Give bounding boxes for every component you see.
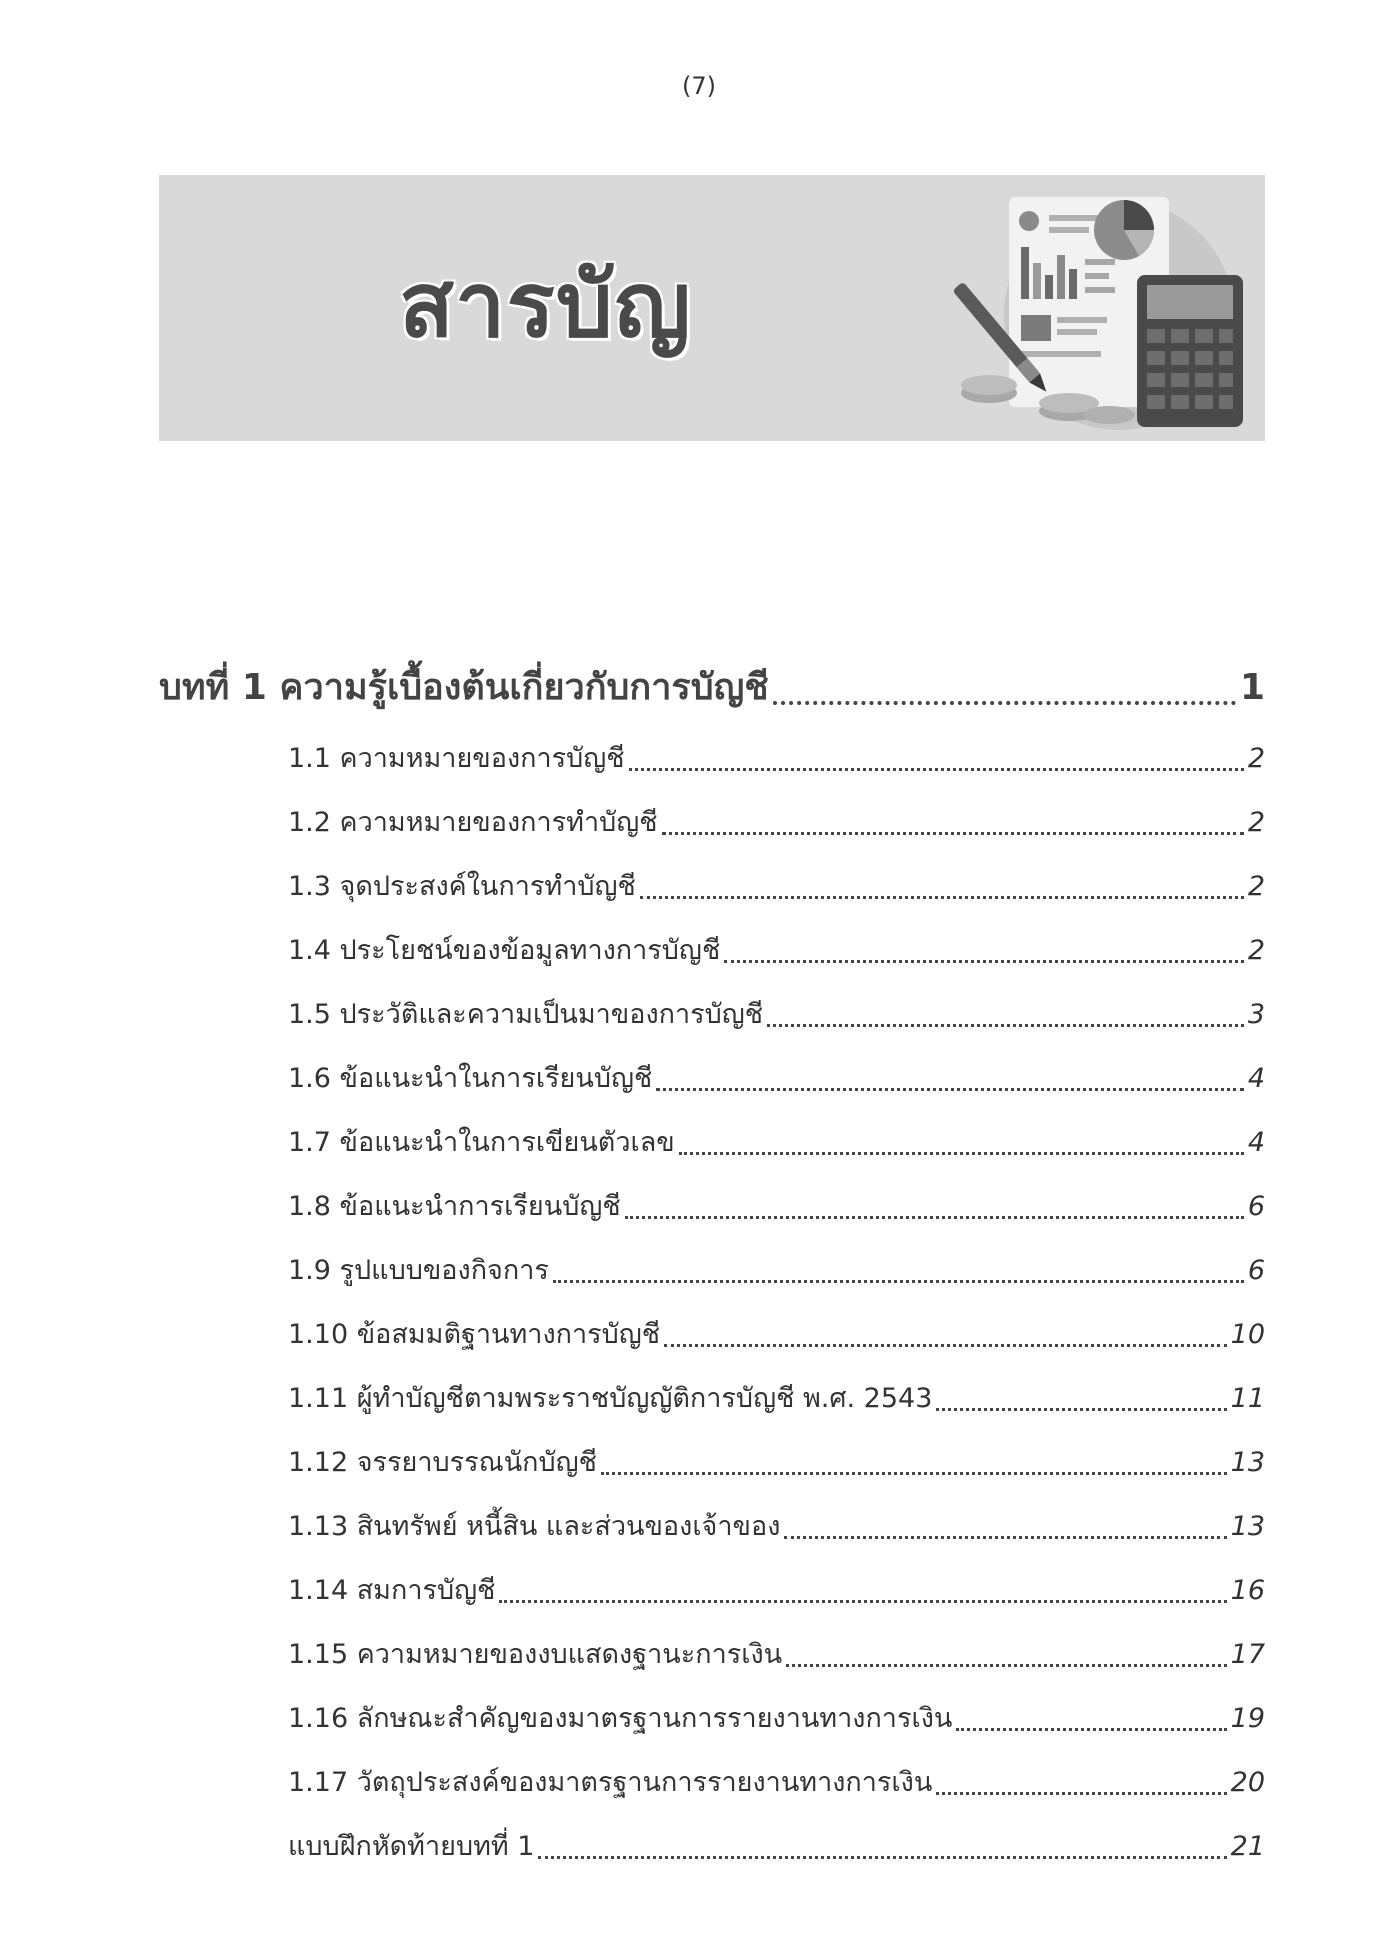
dot-leader	[499, 1600, 1226, 1603]
toc-section-label: 1.14 สมการบัญชี	[288, 1575, 496, 1606]
dot-leader	[724, 960, 1244, 963]
dot-leader	[640, 896, 1244, 899]
dot-leader	[936, 1792, 1226, 1795]
toc-section-row[interactable]	[288, 1248, 1265, 1291]
toc-section-label: 1.8 ข้อแนะนำการเรียนบัญชี	[288, 1191, 621, 1222]
dot-leader	[625, 1216, 1244, 1219]
toc-section-row[interactable]	[288, 800, 1265, 843]
toc-section-label: 1.10 ข้อสมมติฐานทางการบัญชี	[288, 1319, 661, 1350]
toc-section-page: 2	[1247, 871, 1265, 902]
dot-leader	[538, 1856, 1226, 1859]
toc-section-label: 1.13 สินทรัพย์ หนี้สิน และส่วนของเจ้าของ	[288, 1511, 781, 1542]
toc-section-label: 1.1 ความหมายของการบัญชี	[288, 743, 625, 774]
toc-section-label: 1.17 วัตถุประสงค์ของมาตรฐานการรายงานทางการเงิน	[288, 1767, 933, 1798]
page-title: สารบัญ	[399, 253, 692, 358]
toc-section-row[interactable]	[288, 1120, 1265, 1163]
toc-section-row[interactable]	[288, 1824, 1265, 1867]
toc-section-page: 2	[1247, 807, 1265, 838]
dot-leader	[601, 1472, 1227, 1475]
toc-section-label: 1.12 จรรยาบรรณนักบัญชี	[288, 1447, 597, 1478]
toc-section-row[interactable]	[288, 1184, 1265, 1227]
toc-section-row[interactable]	[288, 1504, 1265, 1547]
toc-section-page: 4	[1247, 1127, 1265, 1158]
toc-section-row[interactable]	[288, 1632, 1265, 1675]
toc-section-row[interactable]	[288, 1440, 1265, 1483]
toc-section-page: 3	[1247, 999, 1265, 1030]
toc-section-label: 1.5 ประวัติและความเป็นมาของการบัญชี	[288, 999, 764, 1030]
toc-chapter-page: 1	[1239, 667, 1265, 708]
dot-leader	[629, 768, 1244, 771]
toc-section-page: 6	[1247, 1191, 1265, 1222]
toc-section-label: 1.15 ความหมายของงบแสดงฐานะการเงิน	[288, 1639, 783, 1670]
toc-section-page: 6	[1247, 1255, 1265, 1286]
toc-section-page: 2	[1247, 935, 1265, 966]
toc-section-page: 17	[1230, 1639, 1265, 1670]
toc-section-page: 21	[1230, 1831, 1265, 1862]
dot-leader	[773, 701, 1236, 705]
toc-section-label: 1.4 ประโยชน์ของข้อมูลทางการบัญชี	[288, 935, 721, 966]
dot-leader	[656, 1088, 1244, 1091]
dot-leader	[767, 1024, 1244, 1027]
accounting-illustration-icon	[929, 175, 1265, 441]
page-number: (7)	[682, 72, 716, 100]
toc-section-label: 1.2 ความหมายของการทำบัญชี	[288, 807, 658, 838]
toc-section-page: 4	[1247, 1063, 1265, 1094]
toc-section-row[interactable]	[288, 1312, 1265, 1355]
toc-section-label: 1.9 รูปแบบของกิจการ	[288, 1255, 549, 1286]
toc-section-page: 2	[1247, 743, 1265, 774]
toc-section-row[interactable]	[288, 1056, 1265, 1099]
toc-section-page: 11	[1230, 1383, 1265, 1414]
dot-leader	[662, 832, 1244, 835]
toc-section-row[interactable]	[288, 1568, 1265, 1611]
toc-section-page: 16	[1230, 1575, 1265, 1606]
toc-section-label: 1.7 ข้อแนะนำในการเขียนตัวเลข	[288, 1127, 675, 1158]
toc-section-row[interactable]	[288, 1376, 1265, 1419]
header-banner	[159, 175, 1265, 441]
toc-section-row[interactable]	[288, 992, 1265, 1035]
dot-leader	[664, 1344, 1227, 1347]
toc-section-row[interactable]	[288, 736, 1265, 779]
toc-section-page: 20	[1230, 1767, 1265, 1798]
toc-section-row[interactable]	[288, 928, 1265, 971]
dot-leader	[553, 1280, 1244, 1283]
toc-section-row[interactable]	[288, 1760, 1265, 1803]
toc-section-page: 13	[1230, 1511, 1265, 1542]
dot-leader	[936, 1408, 1226, 1411]
toc-section-label: 1.16 ลักษณะสำคัญของมาตรฐานการรายงานทางการเงิน	[288, 1703, 953, 1734]
toc-section-label: 1.6 ข้อแนะนำในการเรียนบัญชี	[288, 1063, 653, 1094]
toc-section-row[interactable]	[288, 1696, 1265, 1739]
dot-leader	[786, 1664, 1227, 1667]
toc-section-label: 1.11 ผู้ทำบัญชีตามพระราชบัญญัติการบัญชี พ.ศ. 2543	[288, 1383, 933, 1414]
toc-section-page: 10	[1230, 1319, 1265, 1350]
dot-leader	[784, 1536, 1226, 1539]
toc-chapter-row[interactable]	[159, 658, 1265, 715]
toc-section-label: แบบฝึกหัดท้ายบทที่ 1	[288, 1831, 535, 1862]
toc-chapter-label: บทที่ 1 ความรู้เบื้องต้นเกี่ยวกับการบัญชี	[159, 667, 769, 708]
dot-leader	[956, 1728, 1226, 1731]
toc-section-page: 13	[1230, 1447, 1265, 1478]
toc-section-page: 19	[1230, 1703, 1265, 1734]
toc-section-label: 1.3 จุดประสงค์ในการทำบัญชี	[288, 871, 636, 902]
toc-section-row[interactable]	[288, 864, 1265, 907]
dot-leader	[679, 1152, 1244, 1155]
